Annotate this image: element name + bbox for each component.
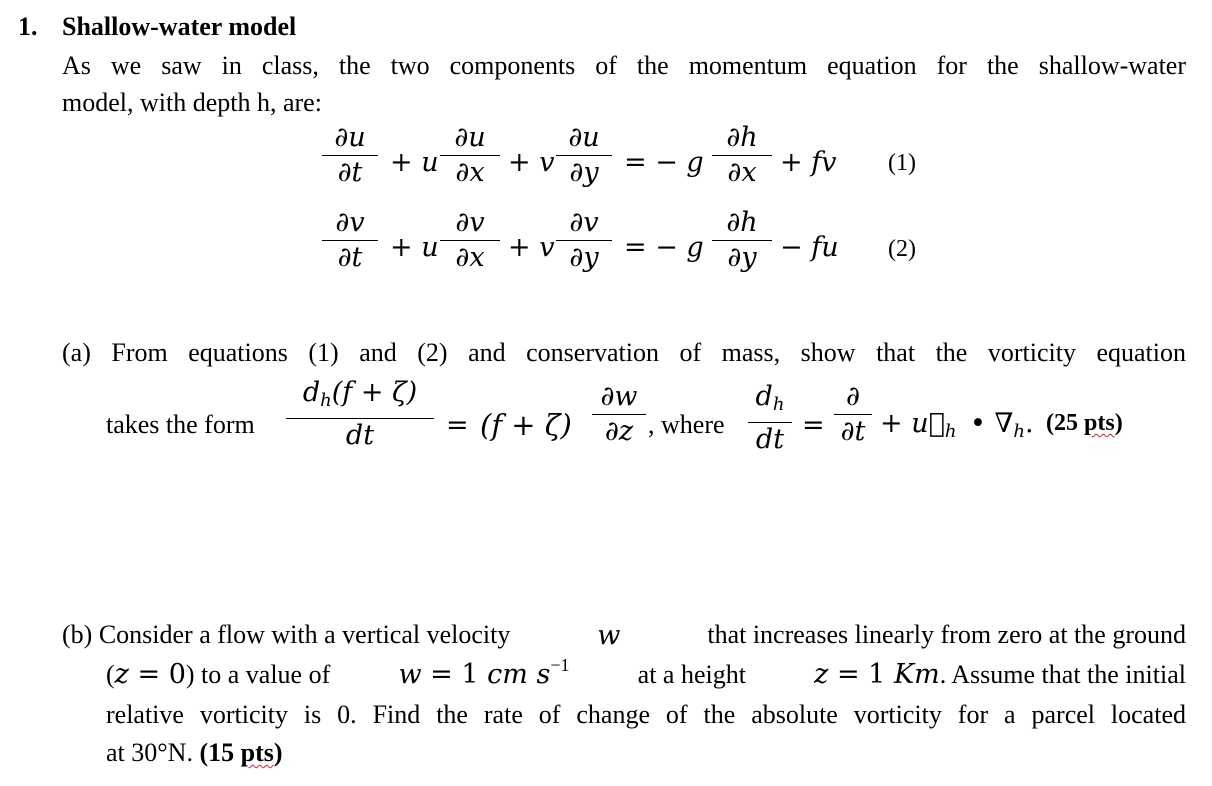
eq1-plus-u: + u (390, 147, 439, 178)
fraction-bar (748, 422, 792, 423)
vort-lhs-d: d (302, 377, 321, 408)
u-vector: + u⃗ (880, 408, 945, 439)
fraction-bar (322, 155, 378, 156)
eq2-frac-dvdx (440, 208, 500, 273)
part-a-points (1046, 410, 1123, 437)
eq1-frac-dudx-num: ∂u (454, 122, 486, 153)
vort-equals-1: = (446, 410, 469, 441)
eq2-frac-dvdt-num: ∂v (335, 207, 365, 238)
fraction-bar (322, 240, 378, 241)
intro-line-1: As we saw in class, the two components of the momentum equation for the shallow-water (62, 51, 1186, 80)
eq1-label: (1) (888, 150, 916, 176)
eq2-frac-dvdt (322, 208, 378, 273)
plus-u-h (880, 408, 956, 442)
nabla-period: . (1024, 408, 1034, 439)
eq1-frac-dudt-num: ∂u (334, 122, 366, 153)
fraction-bar (440, 240, 500, 241)
fraction-bar (556, 240, 612, 241)
eq2-plus-u: + u (390, 232, 439, 263)
problem-title: Shallow-water model (62, 12, 297, 41)
eq2-frac-dvdy (556, 208, 612, 273)
problem-number: 1. (18, 12, 38, 41)
eq2-frac-dhdy-den: ∂y (727, 242, 757, 273)
u-h-sub: h (944, 421, 957, 442)
part-a-points-word: pts (1084, 410, 1115, 436)
eq1-plus-v: + v (508, 147, 555, 178)
fraction-bar (592, 414, 646, 415)
part-b-line-2 (106, 655, 1186, 690)
eq2-minus-fu: − fu (780, 232, 839, 263)
part-a-points-suffix: ) (1114, 410, 1123, 436)
fraction-bar (712, 155, 772, 156)
eq1-frac-dudy-den: ∂y (569, 157, 599, 188)
dh-sub: h (772, 394, 785, 415)
fraction-bar (556, 155, 612, 156)
eq2-frac-dhdy (712, 208, 772, 273)
partial-t-frac (834, 382, 872, 447)
part-b-at-height: at a height (637, 660, 746, 689)
part-b-line-1 (62, 620, 1186, 651)
fraction-bar (712, 240, 772, 241)
eq1-frac-dudy (556, 123, 612, 188)
fraction-bar (440, 155, 500, 156)
intro-line-2: model, with depth h, are: (62, 88, 322, 117)
eq1-frac-dudt (322, 123, 378, 188)
eq2-plus-v: + v (508, 232, 555, 263)
part-b-z-eq-0: (z = 0) to a value of (106, 659, 331, 690)
vort-lhs-den: dt (345, 420, 375, 451)
part-b-line-1-b: that increases linearly from zero at the ground (707, 620, 1186, 649)
part-b-z-value: z = 1 Km. Assume that the initial (814, 659, 1186, 690)
vort-rhs-den: ∂z (604, 416, 634, 447)
vort-equals-2: = (802, 410, 825, 441)
dh-num (756, 382, 785, 420)
eq2-frac-dvdy-num: ∂v (569, 207, 599, 238)
part-b-var-w: w (597, 620, 621, 651)
takes-the-form-label: takes the form (106, 410, 255, 439)
part-b-line-1-a: (b) Consider a flow with a vertical velocity (62, 620, 511, 649)
eq1-frac-dhdx-den: ∂x (727, 157, 757, 188)
eq2-frac-dvdx-den: ∂x (455, 242, 485, 273)
eq2-frac-dvdx-num: ∂v (455, 207, 485, 238)
comma-where: , where (648, 410, 725, 439)
partial-t-den: ∂t (840, 416, 866, 447)
nabla-symbol: • ∇ (970, 408, 1014, 439)
eq1-frac-dudt-den: ∂t (337, 157, 363, 188)
dh-dt-frac (748, 382, 792, 455)
part-b-line-4-text: at 30°N. (106, 738, 193, 767)
dh-d: d (755, 381, 773, 412)
part-b-line-3: relative vorticity is 0. Find the rate of change of the absolute vorticity for a parcel located (106, 700, 1186, 729)
part-b-line-4 (106, 738, 283, 768)
eq2-label: (2) (888, 236, 916, 262)
vort-lhs-frac (286, 378, 434, 451)
vort-lhs-num (303, 378, 417, 416)
eq1-frac-dhdx-num: ∂h (726, 122, 758, 153)
eq1-frac-dhdx (712, 123, 772, 188)
partial-t-num: ∂ (846, 381, 860, 412)
eq1-plus-fv: + fv (780, 147, 837, 178)
vort-rhs-num: ∂w (600, 381, 638, 412)
nabla-h-sub: h (1013, 421, 1025, 442)
fraction-bar (834, 414, 872, 415)
vort-lhs-d-sub: h (320, 390, 332, 411)
dot-nabla (970, 408, 1034, 442)
part-a-points-prefix: (25 (1046, 410, 1084, 436)
eq2-equals-g: = − g (624, 232, 704, 263)
eq1-frac-dudx (440, 123, 500, 188)
eq1-frac-dudx-den: ∂x (455, 157, 485, 188)
eq2-frac-dvdt-den: ∂t (337, 242, 363, 273)
vort-rhs-factor: (f + ζ) (480, 408, 572, 442)
vort-lhs-paren: (f + ζ) (331, 377, 418, 408)
part-b-w-value: w = 1 cm $s^{-1}$ (398, 655, 570, 690)
eq1-equals-g: = − g (624, 147, 704, 178)
dh-den: dt (755, 424, 785, 455)
eq1-frac-dudy-num: ∂u (568, 122, 600, 153)
fraction-bar (286, 418, 434, 419)
vort-rhs-frac (592, 382, 646, 447)
eq2-frac-dhdy-num: ∂h (726, 207, 758, 238)
part-b-points: (15 pts) (199, 738, 283, 767)
part-a-line-1: (a) From equations (1) and (2) and conservation of mass, show that the vorticity equation (62, 338, 1186, 367)
eq2-frac-dvdy-den: ∂y (569, 242, 599, 273)
